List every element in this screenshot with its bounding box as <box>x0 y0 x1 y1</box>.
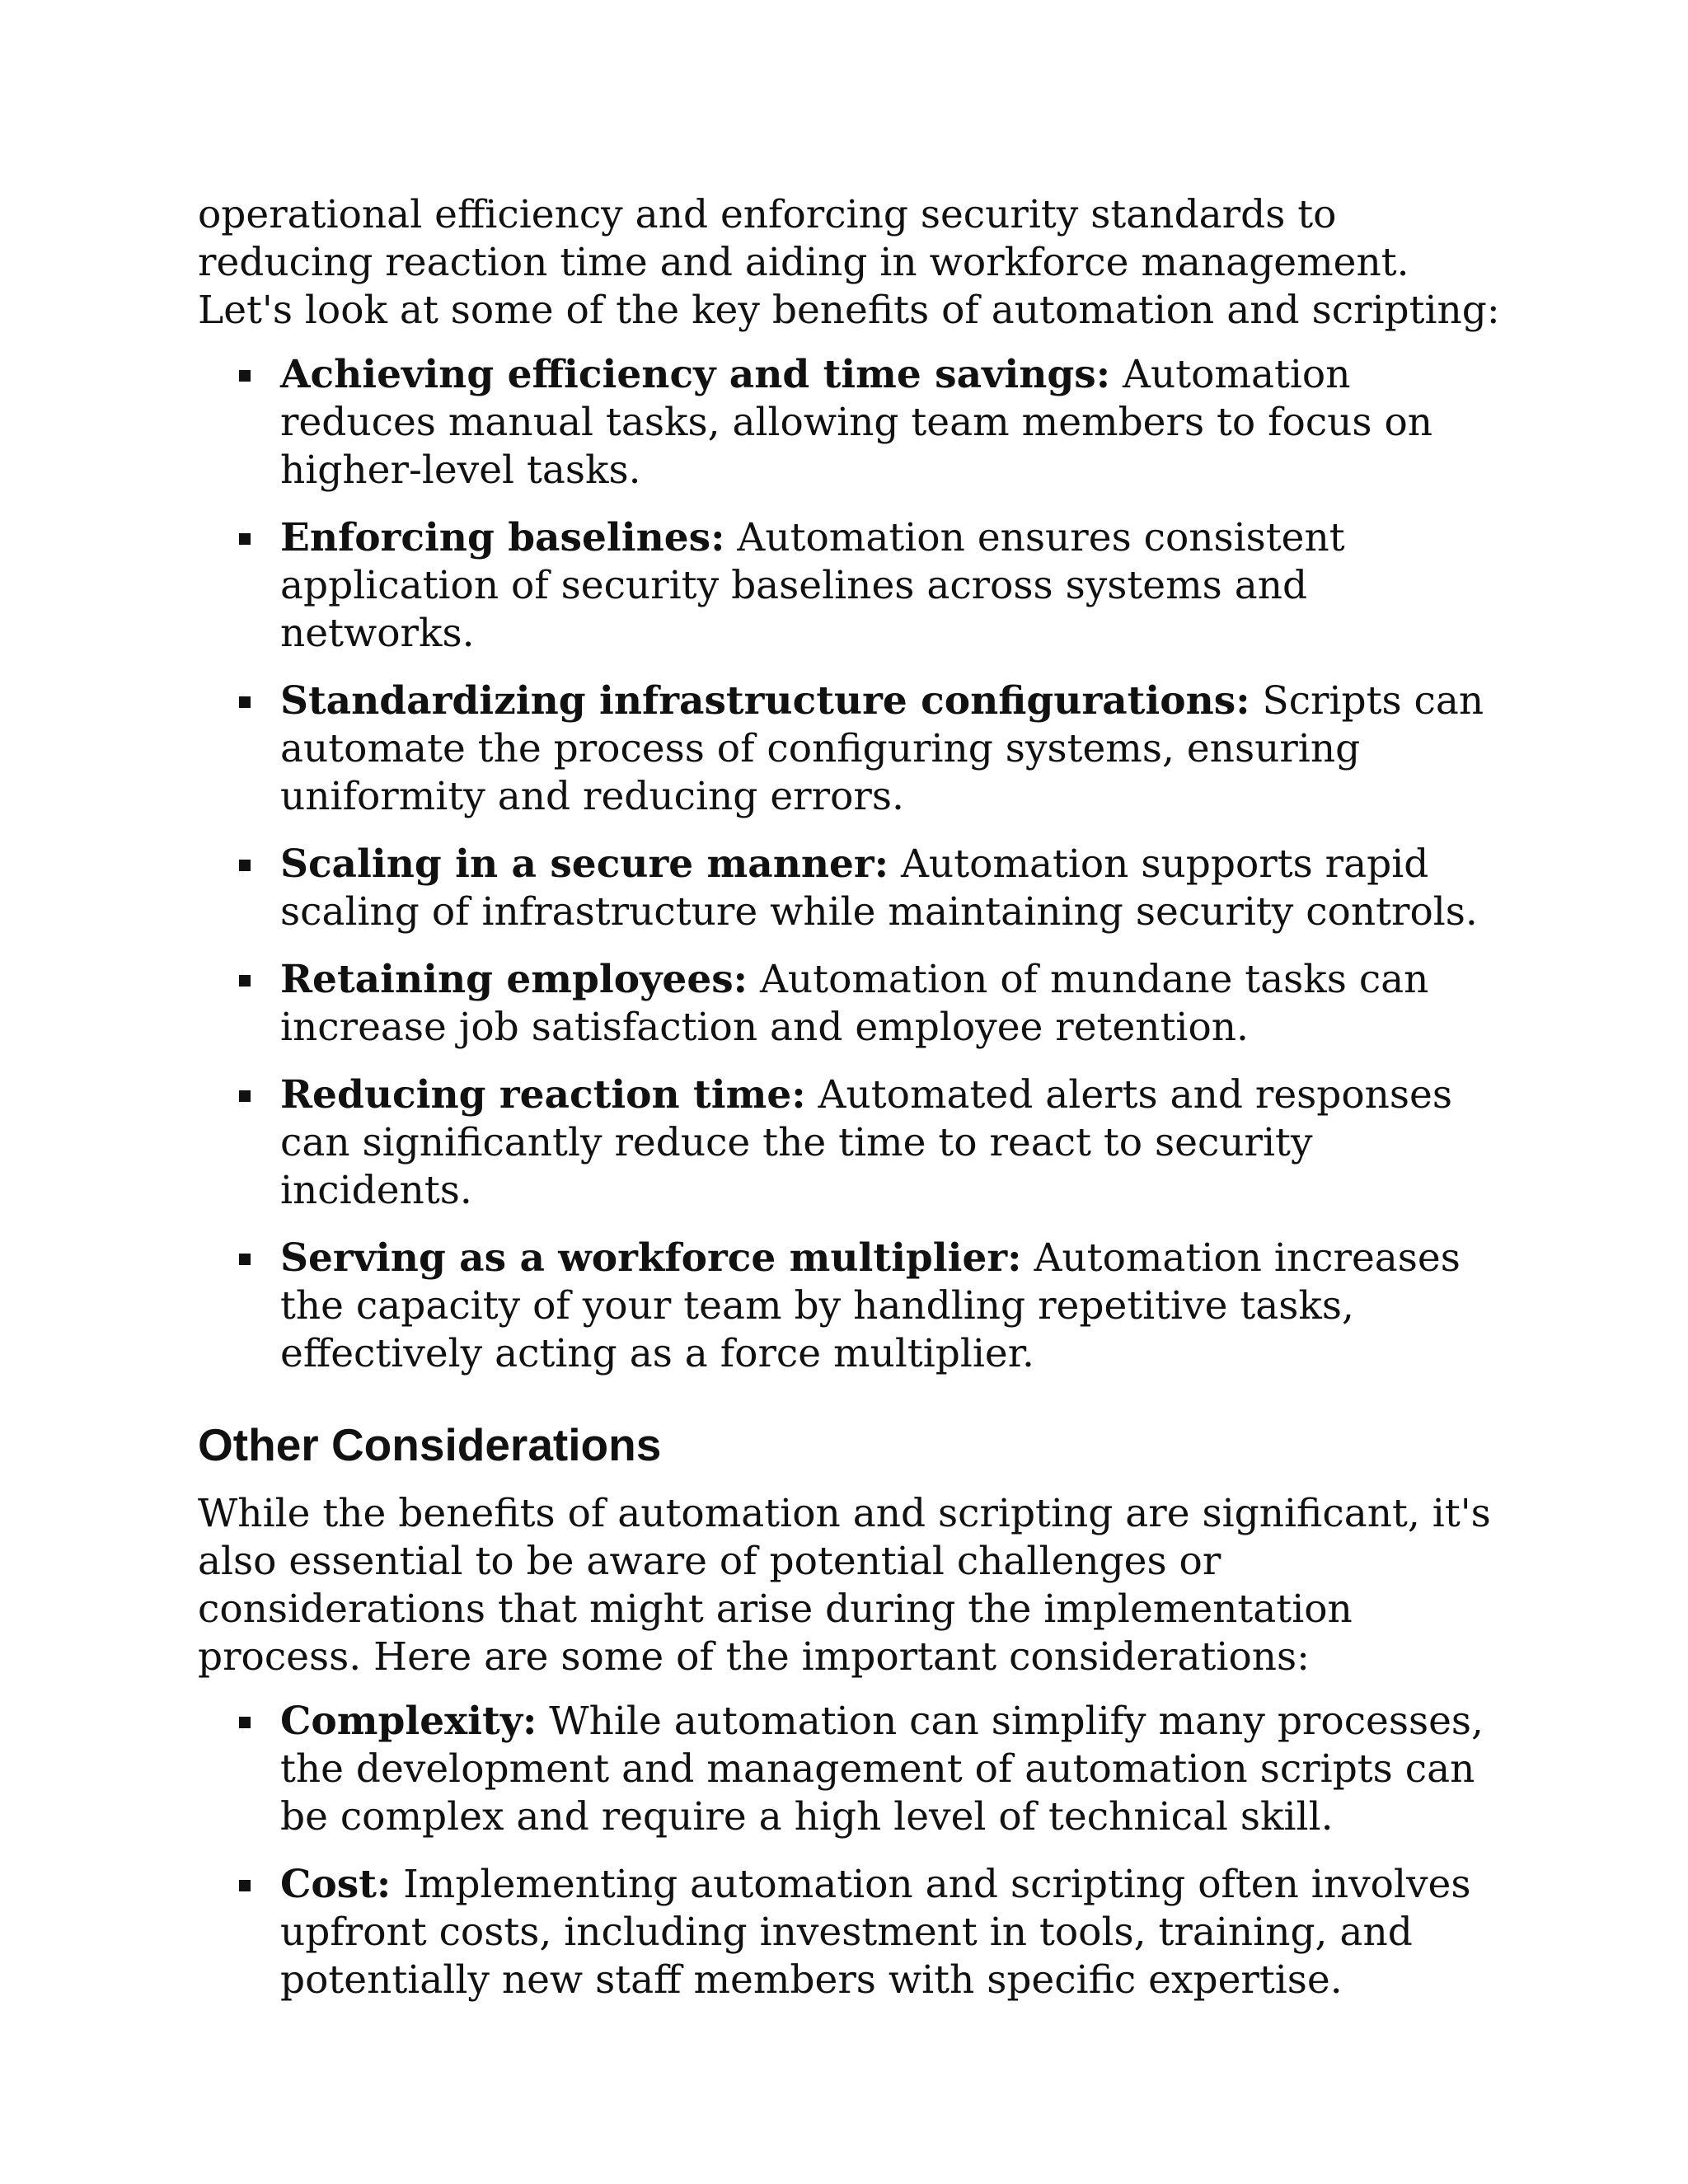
list-item <box>198 841 1500 936</box>
list-item-term: Scaling in a secure manner: <box>280 841 889 887</box>
list-item-text: Scripts can automate the process of configuring systems, ensuring uniformity and reducing errors. <box>280 678 1484 819</box>
square-bullet-icon <box>239 1254 251 1265</box>
section-heading: Other Considerations <box>198 1419 662 1470</box>
list-item-term: Complexity: <box>280 1699 537 1744</box>
list-item-text: Automated alerts and responses can significantly reduce the time to react to security incidents. <box>280 1072 1452 1213</box>
considerations-paragraph: While the benefits of automation and scripting are significant, it's also essential to be aware of potential challenges or considerations that might arise during the implementation process. Here are some of the important considerations: <box>198 1491 1491 1680</box>
list-item <box>198 1698 1500 1841</box>
square-bullet-icon <box>239 975 251 987</box>
list-item-term: Achieving efficiency and time savings: <box>280 352 1111 397</box>
benefits-list <box>198 351 1500 1378</box>
list-item-term: Standardizing infrastructure configurations: <box>280 678 1250 724</box>
list-item-text: Implementing automation and scripting often involves upfront costs, including investment in tools, training, and potentially new staff members with specific expertise. <box>280 1862 1471 2003</box>
list-item <box>198 1235 1500 1378</box>
list-item <box>198 677 1500 821</box>
list-item <box>198 514 1500 658</box>
list-item-text: Automation supports rapid scaling of infrastructure while maintaining security controls. <box>280 841 1478 935</box>
list-item <box>198 1071 1500 1215</box>
square-bullet-icon <box>239 1880 251 1891</box>
list-item-text: Automation increases the capacity of your team by handling repetitive tasks, effectively acting as a force multiplier. <box>280 1235 1461 1376</box>
list-item <box>198 351 1500 494</box>
list-item-term: Serving as a workforce multiplier: <box>280 1235 1022 1281</box>
square-bullet-icon <box>239 370 251 382</box>
square-bullet-icon <box>239 696 251 708</box>
list-item-text: Automation of mundane tasks can increase job satisfaction and employee retention. <box>280 957 1429 1050</box>
list-item-term: Reducing reaction time: <box>280 1072 806 1118</box>
list-item <box>198 1861 1500 2004</box>
list-item-text: While automation can simplify many processes, the development and management of automation scripts can be complex and require a high level of technical skill. <box>280 1699 1484 1840</box>
list-item-term: Enforcing baselines: <box>280 515 725 560</box>
list-item-text: Automation reduces manual tasks, allowing team members to focus on higher-level tasks. <box>280 352 1433 493</box>
list-item <box>198 956 1500 1052</box>
considerations-list <box>198 1698 1500 2004</box>
list-item-term: Retaining employees: <box>280 957 748 1002</box>
intro-paragraph: operational efficiency and enforcing security standards to reducing reaction time and aiding in workforce management. Let's look at some of the key benefits of automation and scripting: <box>198 192 1500 333</box>
list-item-term: Cost: <box>280 1862 392 1907</box>
square-bullet-icon <box>239 1090 251 1102</box>
square-bullet-icon <box>239 860 251 871</box>
page-content <box>198 191 1500 2024</box>
square-bullet-icon <box>239 1717 251 1728</box>
list-item-text: Automation ensures consistent application of security baselines across systems and networks. <box>280 515 1345 656</box>
square-bullet-icon <box>239 533 251 545</box>
